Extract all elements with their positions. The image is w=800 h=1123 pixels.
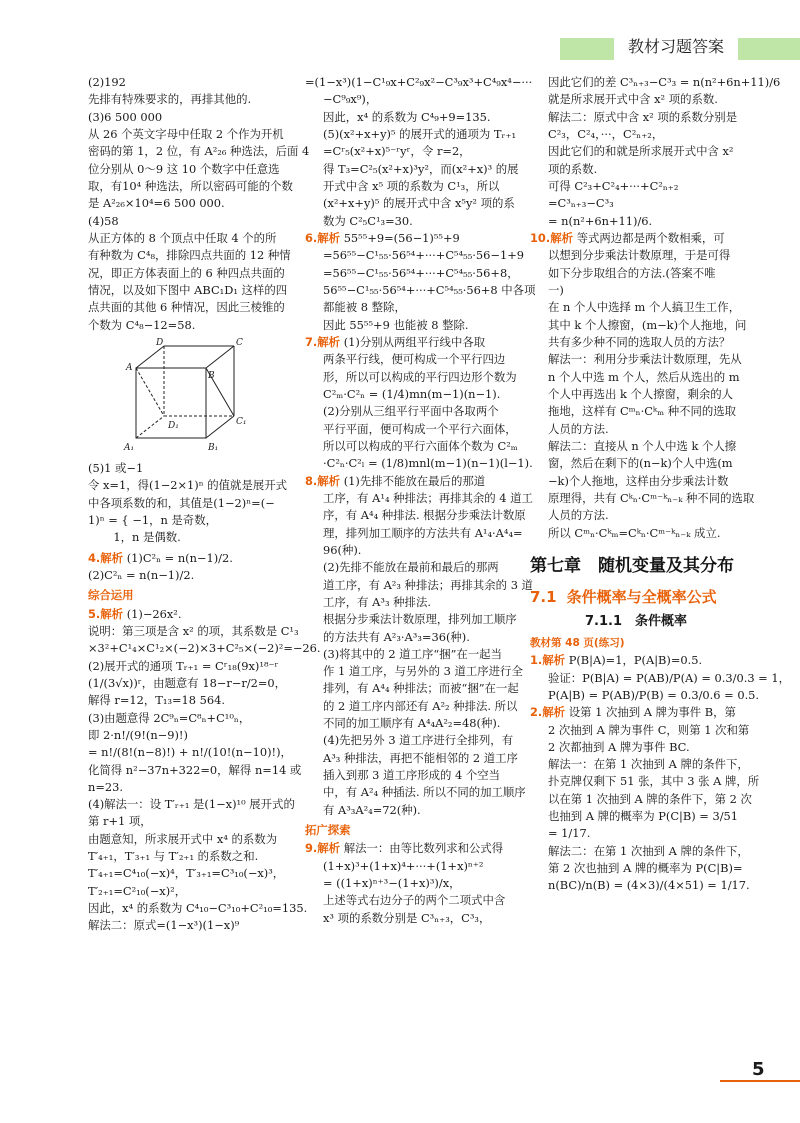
cube-label: C (236, 337, 243, 348)
q9-number: 9. (305, 841, 318, 856)
text-line: 55⁵⁵+9=(56−1)⁵⁵+9 (343, 230, 460, 245)
q5-number: 5. (88, 606, 101, 621)
text-line: 因此，x⁴ 的系数为 C⁴₉+9=135. (323, 109, 491, 124)
q7-heading (305, 334, 517, 351)
p2-heading (530, 704, 742, 721)
text-line: 的 2 道工序内部还有 A²₂ 种排法. 所以 (323, 698, 518, 713)
text-line: 2 次抽到 A 牌为事件 C，则第 1 次和第 (548, 722, 750, 737)
text-line: 可得 C²₃+C²₄+···+C²ₙ₊₂ (548, 178, 679, 193)
text-line: (2)分别从三组平行平面中各取两个 (323, 404, 499, 419)
text-line: 平行平面，便可构成一个平行六面体， (323, 421, 517, 436)
text-line: P(A|B) = P(AB)/P(B) = 0.3/0.6 = 0.5. (548, 687, 760, 702)
text-line: 1)ⁿ = { −1，n 是奇数， (88, 512, 217, 527)
text-line: 因此，x⁴ 的系数为 C⁴₁₀−C³₁₀+C²₁₀=135. (88, 901, 308, 916)
text-line: 由题意知，所求展开式中 x⁴ 的系数为 (88, 831, 278, 846)
q4-heading (88, 550, 288, 567)
text-line: 从 26 个英文字母中任取 2 个作为开机 (88, 126, 284, 141)
text-line: =56⁵⁵−C¹₅₅·56⁵⁴+···+C⁵⁴₅₅·56+8， (323, 265, 519, 280)
text-line: 以在第 1 次抽到 A 牌的条件下，第 2 次 (548, 791, 752, 806)
text-line: ·C²ₙ·C²ₗ = (1/8)mnl(m−1)(n−1)(l−1). (323, 456, 533, 471)
text-line: 工序，有 A³₃ 种排法. (323, 594, 431, 609)
text-line: 两条平行线，便可构成一个平行四边 (323, 352, 506, 367)
cube-label: D (156, 337, 164, 348)
text-line: = ((1+x)ⁿ⁺³−(1+x)³)/x， (323, 876, 461, 891)
text-line: 取，有10⁴ 种选法，所以密码可能的个数 (88, 178, 293, 193)
text-line: 况，即正方体表面上的 6 种四点共面的 (88, 265, 285, 280)
text-line: =C³ₙ₊₃−C³₃ (548, 196, 614, 211)
text-line: 项的系数. (548, 161, 598, 176)
q8-heading (305, 473, 517, 490)
text-line: 有 A³₃A²₄=72(种). (323, 802, 421, 817)
text-line: 插入到那 3 道工序形成的 4 个空当 (323, 768, 501, 783)
text-line: P(B|A)=1，P(A|B)=0.5. (568, 653, 703, 668)
text-line: 第 2 次也抽到 A 牌的概率为 P(C|B)= (548, 861, 743, 876)
q6-heading (305, 230, 517, 247)
text-line: 位分别从 0～9 这 10 个数字中任意选 (88, 161, 280, 176)
p2-tag: 解析 (542, 705, 566, 720)
text-line: 解得 r=12，T₁₃=18 564. (88, 693, 226, 708)
cube-label: A (126, 362, 133, 373)
text-line: 个数为 C⁴₈−12=58. (88, 317, 196, 332)
text-line: C²₃，C²₄，···，C²ₙ₊₂， (548, 126, 664, 141)
text-line: 人员的方法. (548, 508, 609, 523)
text-line: (1)分别从两组平行线中各取 (343, 334, 486, 349)
text-line: 第 r+1 项， (88, 814, 152, 829)
q4-tag: 解析 (100, 550, 124, 565)
text-line: 56⁵⁵−C¹₅₅·56⁵⁴+···+C⁵⁴₅₅·56+8 中各项 (323, 282, 536, 297)
text-line: 人员的方法. (548, 421, 609, 436)
section-heading-extension: 拓广探索 (305, 823, 351, 838)
text-line: 开式中含 x⁵ 项的系数为 C¹₃，所以 (323, 178, 500, 193)
q7-tag: 解析 (317, 334, 341, 349)
q10-number: 10. (530, 230, 551, 245)
text-line: 原理得，共有 Cᵏₙ·Cᵐ⁻ᵏₙ₋ₖ 种不同的选取 (548, 490, 755, 505)
text-line: (4)58 (88, 213, 119, 228)
text-line: 不同的加工顺序有 A⁴₄A²₂=48(种). (323, 716, 501, 731)
cube-label: B₁ (208, 442, 219, 453)
text-line: (1)−26x². (126, 606, 182, 621)
text-line: (3)由题意得 2C⁹ₙ=C⁸ₙ+C¹⁰ₙ， (88, 710, 251, 725)
text-line: (x²+x+y)⁵ 的展开式中含 x⁵y² 项的系 (323, 196, 515, 211)
text-line: =Cʳ₅(x²+x)⁵⁻ʳyʳ，令 r=2， (323, 144, 471, 159)
text-line: 即 2·n!/(9!(n−9)!) (88, 727, 188, 742)
text-line: 2 次都抽到 A 牌为事件 BC. (548, 739, 690, 754)
text-line: 的方法共有 A²₃·A³₃=36(种). (323, 629, 470, 644)
text-line: 理，排列加工顺序的方法共有 A¹₄·A⁴₄= (323, 525, 523, 540)
text-line: T′₄₊₁，T′₃₊₁ 与 T′₂₊₁ 的系数之和. (88, 849, 259, 864)
text-line: 是 A²₂₆×10⁴=6 500 000. (88, 196, 225, 211)
text-line: 在 n 个人中选择 m 个人搞卫生工作， (548, 300, 741, 315)
text-line: (2)先排不能放在最前和最后的那两 (323, 560, 499, 575)
text-line: 有种数为 C⁴₈，排除四点共面的 12 种情 (88, 248, 291, 263)
text-line: =(1−x³)(1−C¹₉x+C²₉x²−C³₉x³+C⁴₉x⁴−··· (305, 75, 533, 89)
text-line: x³ 项的系数分别是 C³ₙ₊₃，C³₃， (323, 910, 491, 925)
text-line: 先排有特殊要求的，再排其他的. (88, 92, 252, 107)
cube-figure (124, 337, 247, 456)
text-line: 都能被 8 整除， (323, 300, 406, 315)
text-line: (1+x)³+(1+x)⁴+···+(1+x)ⁿ⁺² (323, 858, 484, 873)
text-line: 解法一：在第 1 次抽到 A 牌的条件下， (548, 757, 749, 772)
p1-tag: 解析 (542, 653, 566, 668)
header-title: 教材习题答案 (614, 32, 738, 62)
q4-number: 4. (88, 550, 101, 565)
section-name: 条件概率与全概率公式 (566, 587, 717, 606)
text-line: = n!/(8!(n−8)!) + n!/(10!(n−10)!)， (88, 745, 292, 760)
text-line: 上述等式右边分子的两个二项式中含 (323, 893, 506, 908)
text-line: 窗，然后在剩下的(n−k)个人中选(m (548, 456, 733, 471)
q5-tag: 解析 (100, 606, 124, 621)
text-line: 解法二：原式中含 x² 项的系数分别是 (548, 109, 738, 124)
text-line: −C⁹₉x⁹)， (323, 92, 378, 107)
text-line: 根据分步乘法计数原理，排列加工顺序 (323, 612, 517, 627)
section-number: 7.1 (530, 587, 557, 606)
text-line: 扑克牌仅剩下 51 张，其中 3 张 A 牌，所 (548, 774, 760, 789)
text-line: 说明：第三项是含 x² 的项，其系数是 C¹₃ (88, 623, 299, 638)
subsection-title: 7.1.1 条件概率 (584, 614, 687, 630)
text-line: 96(种). (323, 542, 362, 557)
text-line: 情况，以及如下图中 ABC₁D₁ 这样的四 (88, 282, 288, 297)
text-line: 因此 55⁵⁵+9 也能被 8 整除. (323, 317, 469, 332)
section-heading-comprehensive: 综合运用 (88, 588, 134, 603)
text-line: 从正方体的 8 个顶点中任取 4 个的所 (88, 230, 277, 245)
text-line: (1/(3√x))ʳ，由题意有 18−r−r/2=0， (88, 675, 287, 690)
text-line: 解法一：由等比数列求和公式得 (343, 841, 504, 856)
q8-number: 8. (305, 473, 318, 488)
q5-heading (88, 606, 288, 623)
col1-lines (88, 74, 310, 334)
text-line: (2)展开式的通项 Tᵣ₊₁ = Cʳ₁₈(9x)¹⁸⁻ʳ (88, 658, 279, 673)
text-line: 以想到分步乘法计数原理，于是可得 (548, 248, 731, 263)
text-line: (1)先排不能放在最后的那道 (343, 473, 486, 488)
text-line: 解法二：直接从 n 个人中选 k 个人擦 (548, 438, 737, 453)
text-line: A³₃ 种排法，再把不能相邻的 2 道工序 (323, 750, 518, 765)
textbook-source: 教材第 48 页(练习) (530, 637, 625, 650)
text-line: (5)(x²+x+y)⁵ 的展开式的通项为 Tᵣ₊₁ (323, 126, 517, 141)
cube-label: A₁ (124, 442, 135, 453)
page-number-rule (720, 1080, 800, 1082)
q8-tag: 解析 (317, 473, 341, 488)
text-line: 因此它们的和就是所求展开式中含 x² (548, 144, 734, 159)
text-line: 解法二：在第 1 次抽到 A 牌的条件下， (548, 843, 749, 858)
text-line: 拖地，这样有 Cᵐₙ·Cᵏₘ 种不同的选取 (548, 404, 737, 419)
q10-heading (530, 230, 742, 247)
text-line: 解法二：原式=(1−x³)(1−x)⁹ (88, 918, 240, 933)
p2-number: 2. (530, 705, 543, 720)
text-line: ×3²+C¹₄×C¹₂×(−2)×3+C²₅×(−2)²=−26. (88, 641, 321, 656)
cube-label: B (208, 370, 215, 381)
text-line: 等式两边都是两个数相乘，可 (576, 230, 725, 245)
q9-heading (305, 840, 517, 857)
text-line: n=23. (88, 779, 123, 794)
text-line: (4)解法一：设 T′ᵣ₊₁ 是(1−x)¹⁰ 展开式的 (88, 797, 295, 812)
text-line: 中各项系数的和，其值是(1−2)ⁿ=(− (88, 495, 275, 510)
text-line: (3)6 500 000 (88, 109, 163, 124)
text-line: 也抽到 A 牌的概率为 P(C|B) = 3/51 (548, 809, 739, 824)
page-number: 5 (752, 1059, 765, 1080)
text-line: 就是所求展开式中含 x² 项的系数. (548, 92, 718, 107)
text-line: 一) (548, 282, 564, 297)
text-line: 所以 Cᵐₙ·Cᵏₘ=Cᵏₙ·Cᵐ⁻ᵏₙ₋ₖ 成立. (548, 525, 721, 540)
column-3 (530, 74, 790, 895)
text-line: T′₄₊₁=C⁴₁₀(−x)⁴，T′₃₊₁=C³₁₀(−x)³， (88, 866, 285, 881)
text-line: 共有多少种不同的选取人员的方法？ (548, 334, 731, 349)
text-line: (4)先把另外 3 道工序进行全排列，有 (323, 733, 514, 748)
text-line: (2)C²ₙ = n(n−1)/2. (88, 567, 195, 582)
text-line: 验证：P(B|A) = P(AB)/P(A) = 0.3/0.3 = 1， (548, 670, 790, 685)
section-title (530, 586, 742, 609)
text-line: 中，有 A²₄ 种插法. 所以不同的加工顺序 (323, 785, 526, 800)
cube-label: D₁ (168, 420, 179, 431)
text-line: 个人中再选出 k 个人擦窗，剩余的人 (548, 386, 734, 401)
text-line: C²ₘ·C²ₙ = (1/4)mn(m−1)(n−1). (323, 386, 501, 401)
text-line: (1)C²ₙ = n(n−1)/2. (126, 550, 233, 565)
text-line: 解法一：利用分步乘法计数原理，先从 (548, 352, 742, 367)
text-line: 道工序，有 A²₃ 种排法；再排其余的 3 道 (323, 577, 533, 592)
text-line: 设第 1 次抽到 A 牌为事件 B，第 (568, 705, 736, 720)
text-line: T′₂₊₁=C²₁₀(−x)²， (88, 883, 187, 898)
text-line: (3)将其中的 2 道工序“捆”在一起当 (323, 646, 502, 661)
text-line: 令 x=1，得(1−2×1)ⁿ 的值就是展开式 (88, 478, 288, 493)
text-line: n 个人中选 m 个人，然后从选出的 m (548, 369, 740, 384)
text-line: 序，有 A⁴₄ 种排法. 根据分步乘法计数原 (323, 508, 526, 523)
q9-tag: 解析 (317, 841, 341, 856)
text-line: 化简得 n²−37n+322=0，解得 n=14 或 (88, 762, 302, 777)
text-line: −k)个人拖地，这样由分步乘法计数 (548, 473, 729, 488)
text-line: 数为 C²₅C¹₃=30. (323, 213, 413, 228)
text-line: = n(n²+6n+11)/6. (548, 213, 653, 228)
text-line: 排列，有 A⁴₄ 种排法；而被“捆”在一起 (323, 681, 519, 696)
text-line: 如下分步取组合的方法.(答案不唯 (548, 265, 716, 280)
q7-number: 7. (305, 334, 318, 349)
text-line: n(BC)/n(B) = (4×3)/(4×51) = 1/17. (548, 878, 750, 893)
text-line: 其中 k 个人擦窗，(m−k)个人拖地，问 (548, 317, 747, 332)
col1-lines2 (88, 460, 288, 547)
text-line: 所以可以构成的平行六面体个数为 C²ₘ (323, 438, 518, 453)
p1-heading (530, 652, 742, 669)
text-line: 点共面的其他 6 种情况，因此三棱锥的 (88, 300, 285, 315)
chapter-title: 第七章 随机变量及其分布 (530, 555, 734, 576)
text-line: 密码的第 1，2 位，有 A²₂₆ 种选法，后面 4 (88, 144, 310, 159)
p1-number: 1. (530, 653, 543, 668)
q10-tag: 解析 (550, 230, 573, 245)
q6-number: 6. (305, 230, 318, 245)
text-line: 得 T₃=C²₅(x²+x)³y²，而(x²+x)³ 的展 (323, 161, 519, 176)
cube-label: C₁ (236, 416, 247, 427)
text-line: 工序，有 A¹₄ 种排法；再排其余的 4 道工 (323, 490, 533, 505)
column-1 (88, 74, 321, 935)
text-line: (2)192 (88, 75, 126, 89)
text-line: =56⁵⁵−C¹₅₅·56⁵⁴+···+C⁵⁴₅₅·56−1+9 (323, 248, 525, 263)
text-line: 形，所以可以构成的平行四边形个数为 (323, 369, 517, 384)
text-line: 因此它们的差 C³ₙ₊₃−C³₃ = n(n²+6n+11)/6 (548, 75, 781, 89)
column-2 (305, 74, 536, 927)
text-line: = 1/17. (548, 826, 591, 841)
text-line: 1，n 是偶数. (88, 530, 181, 545)
q6-tag: 解析 (317, 230, 341, 245)
text-line: 作 1 道工序，与另外的 3 道工序进行全 (323, 664, 523, 679)
text-line: (5)1 或−1 (88, 460, 144, 475)
